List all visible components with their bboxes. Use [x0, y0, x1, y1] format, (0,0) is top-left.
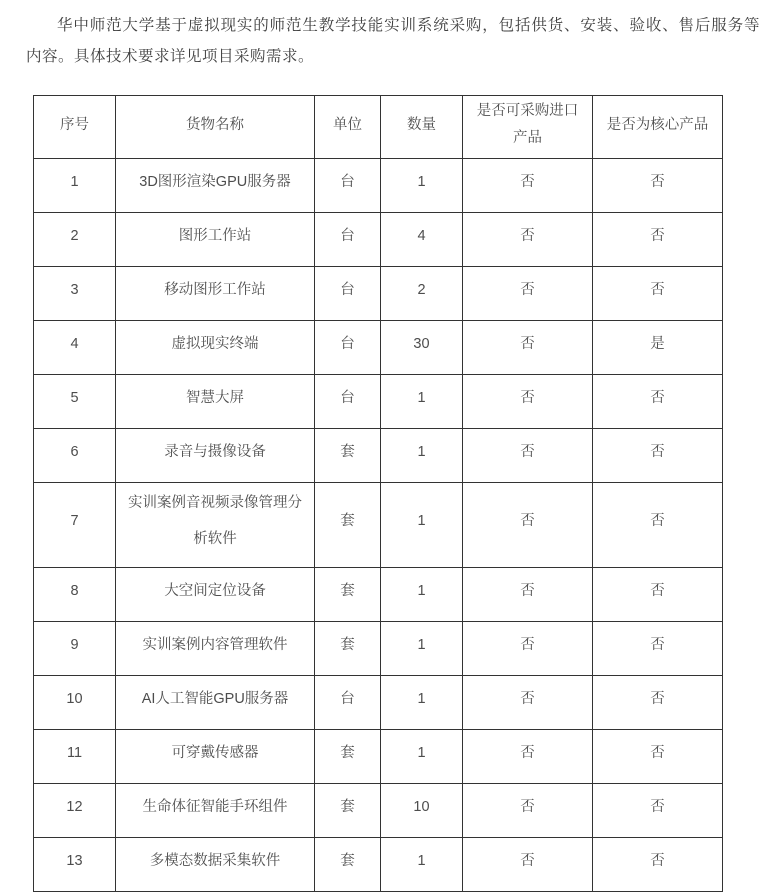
header-core-product: 是否为核心产品 — [593, 96, 723, 159]
cell-core-product: 是 — [593, 321, 723, 375]
cell-unit: 台 — [315, 375, 381, 429]
header-goods-name: 货物名称 — [116, 96, 315, 159]
cell-unit: 套 — [315, 730, 381, 784]
cell-core-product: 否 — [593, 429, 723, 483]
cell-core-product: 否 — [593, 730, 723, 784]
cell-unit: 台 — [315, 676, 381, 730]
cell-quantity: 1 — [381, 730, 463, 784]
goods-table-header — [34, 96, 723, 159]
cell-goods-name: AI人工智能GPU服务器 — [116, 676, 315, 730]
cell-index: 9 — [34, 622, 116, 676]
cell-import-allowed: 否 — [463, 321, 593, 375]
cell-core-product: 否 — [593, 483, 723, 568]
table-row — [34, 676, 723, 730]
cell-quantity: 10 — [381, 784, 463, 838]
cell-quantity: 1 — [381, 429, 463, 483]
header-index: 序号 — [34, 96, 116, 159]
cell-unit: 台 — [315, 159, 381, 213]
cell-core-product: 否 — [593, 676, 723, 730]
cell-unit: 台 — [315, 213, 381, 267]
cell-index: 6 — [34, 429, 116, 483]
cell-import-allowed: 否 — [463, 429, 593, 483]
cell-quantity: 2 — [381, 267, 463, 321]
table-row — [34, 483, 723, 568]
cell-quantity: 1 — [381, 159, 463, 213]
table-row — [34, 267, 723, 321]
cell-index: 10 — [34, 676, 116, 730]
cell-unit: 套 — [315, 622, 381, 676]
cell-index: 11 — [34, 730, 116, 784]
cell-core-product: 否 — [593, 622, 723, 676]
cell-import-allowed: 否 — [463, 213, 593, 267]
header-unit: 单位 — [315, 96, 381, 159]
cell-import-allowed: 否 — [463, 159, 593, 213]
header-quantity: 数量 — [381, 96, 463, 159]
cell-import-allowed: 否 — [463, 784, 593, 838]
cell-import-allowed: 否 — [463, 676, 593, 730]
cell-unit: 套 — [315, 429, 381, 483]
table-row — [34, 429, 723, 483]
cell-import-allowed: 否 — [463, 622, 593, 676]
header-row — [34, 96, 723, 159]
cell-unit: 台 — [315, 321, 381, 375]
cell-index: 7 — [34, 483, 116, 568]
cell-index: 12 — [34, 784, 116, 838]
cell-quantity: 1 — [381, 838, 463, 892]
cell-goods-name: 生命体征智能手环组件 — [116, 784, 315, 838]
cell-index: 1 — [34, 159, 116, 213]
cell-import-allowed: 否 — [463, 375, 593, 429]
table-row — [34, 622, 723, 676]
cell-unit: 套 — [315, 784, 381, 838]
header-import-allowed: 是否可采购进口产品 — [463, 96, 593, 159]
cell-goods-name: 智慧大屏 — [116, 375, 315, 429]
cell-import-allowed: 否 — [463, 838, 593, 892]
cell-goods-name: 多模态数据采集软件 — [116, 838, 315, 892]
cell-index: 3 — [34, 267, 116, 321]
table-row — [34, 159, 723, 213]
table-row — [34, 321, 723, 375]
cell-core-product: 否 — [593, 375, 723, 429]
goods-table-body — [34, 159, 723, 892]
cell-goods-name: 实训案例音视频录像管理分析软件 — [116, 483, 315, 568]
table-row — [34, 568, 723, 622]
cell-goods-name: 3D图形渲染GPU服务器 — [116, 159, 315, 213]
cell-core-product: 否 — [593, 838, 723, 892]
cell-quantity: 1 — [381, 375, 463, 429]
table-row — [34, 213, 723, 267]
cell-unit: 套 — [315, 838, 381, 892]
cell-goods-name: 虚拟现实终端 — [116, 321, 315, 375]
cell-goods-name: 实训案例内容管理软件 — [116, 622, 315, 676]
cell-unit: 套 — [315, 568, 381, 622]
cell-import-allowed: 否 — [463, 730, 593, 784]
cell-index: 13 — [34, 838, 116, 892]
cell-goods-name: 可穿戴传感器 — [116, 730, 315, 784]
cell-quantity: 4 — [381, 213, 463, 267]
table-row — [34, 838, 723, 892]
cell-index: 2 — [34, 213, 116, 267]
cell-import-allowed: 否 — [463, 267, 593, 321]
cell-unit: 台 — [315, 267, 381, 321]
cell-goods-name: 图形工作站 — [116, 213, 315, 267]
intro-paragraph: 华中师范大学基于虚拟现实的师范生教学技能实训系统采购，包括供货、安装、验收、售后服务等内容。具体技术要求详见项目采购需求。 — [26, 17, 760, 65]
goods-table — [33, 95, 723, 892]
cell-import-allowed: 否 — [463, 568, 593, 622]
table-row — [34, 730, 723, 784]
cell-index: 8 — [34, 568, 116, 622]
cell-quantity: 1 — [381, 568, 463, 622]
cell-quantity: 1 — [381, 676, 463, 730]
cell-goods-name: 录音与摄像设备 — [116, 429, 315, 483]
cell-index: 4 — [34, 321, 116, 375]
cell-core-product: 否 — [593, 267, 723, 321]
cell-goods-name: 移动图形工作站 — [116, 267, 315, 321]
table-row — [34, 784, 723, 838]
cell-goods-name: 大空间定位设备 — [116, 568, 315, 622]
cell-core-product: 否 — [593, 784, 723, 838]
cell-quantity: 1 — [381, 622, 463, 676]
cell-core-product: 否 — [593, 159, 723, 213]
cell-core-product: 否 — [593, 213, 723, 267]
cell-quantity: 30 — [381, 321, 463, 375]
cell-index: 5 — [34, 375, 116, 429]
table-row — [34, 375, 723, 429]
cell-unit: 套 — [315, 483, 381, 568]
cell-quantity: 1 — [381, 483, 463, 568]
cell-import-allowed: 否 — [463, 483, 593, 568]
cell-core-product: 否 — [593, 568, 723, 622]
